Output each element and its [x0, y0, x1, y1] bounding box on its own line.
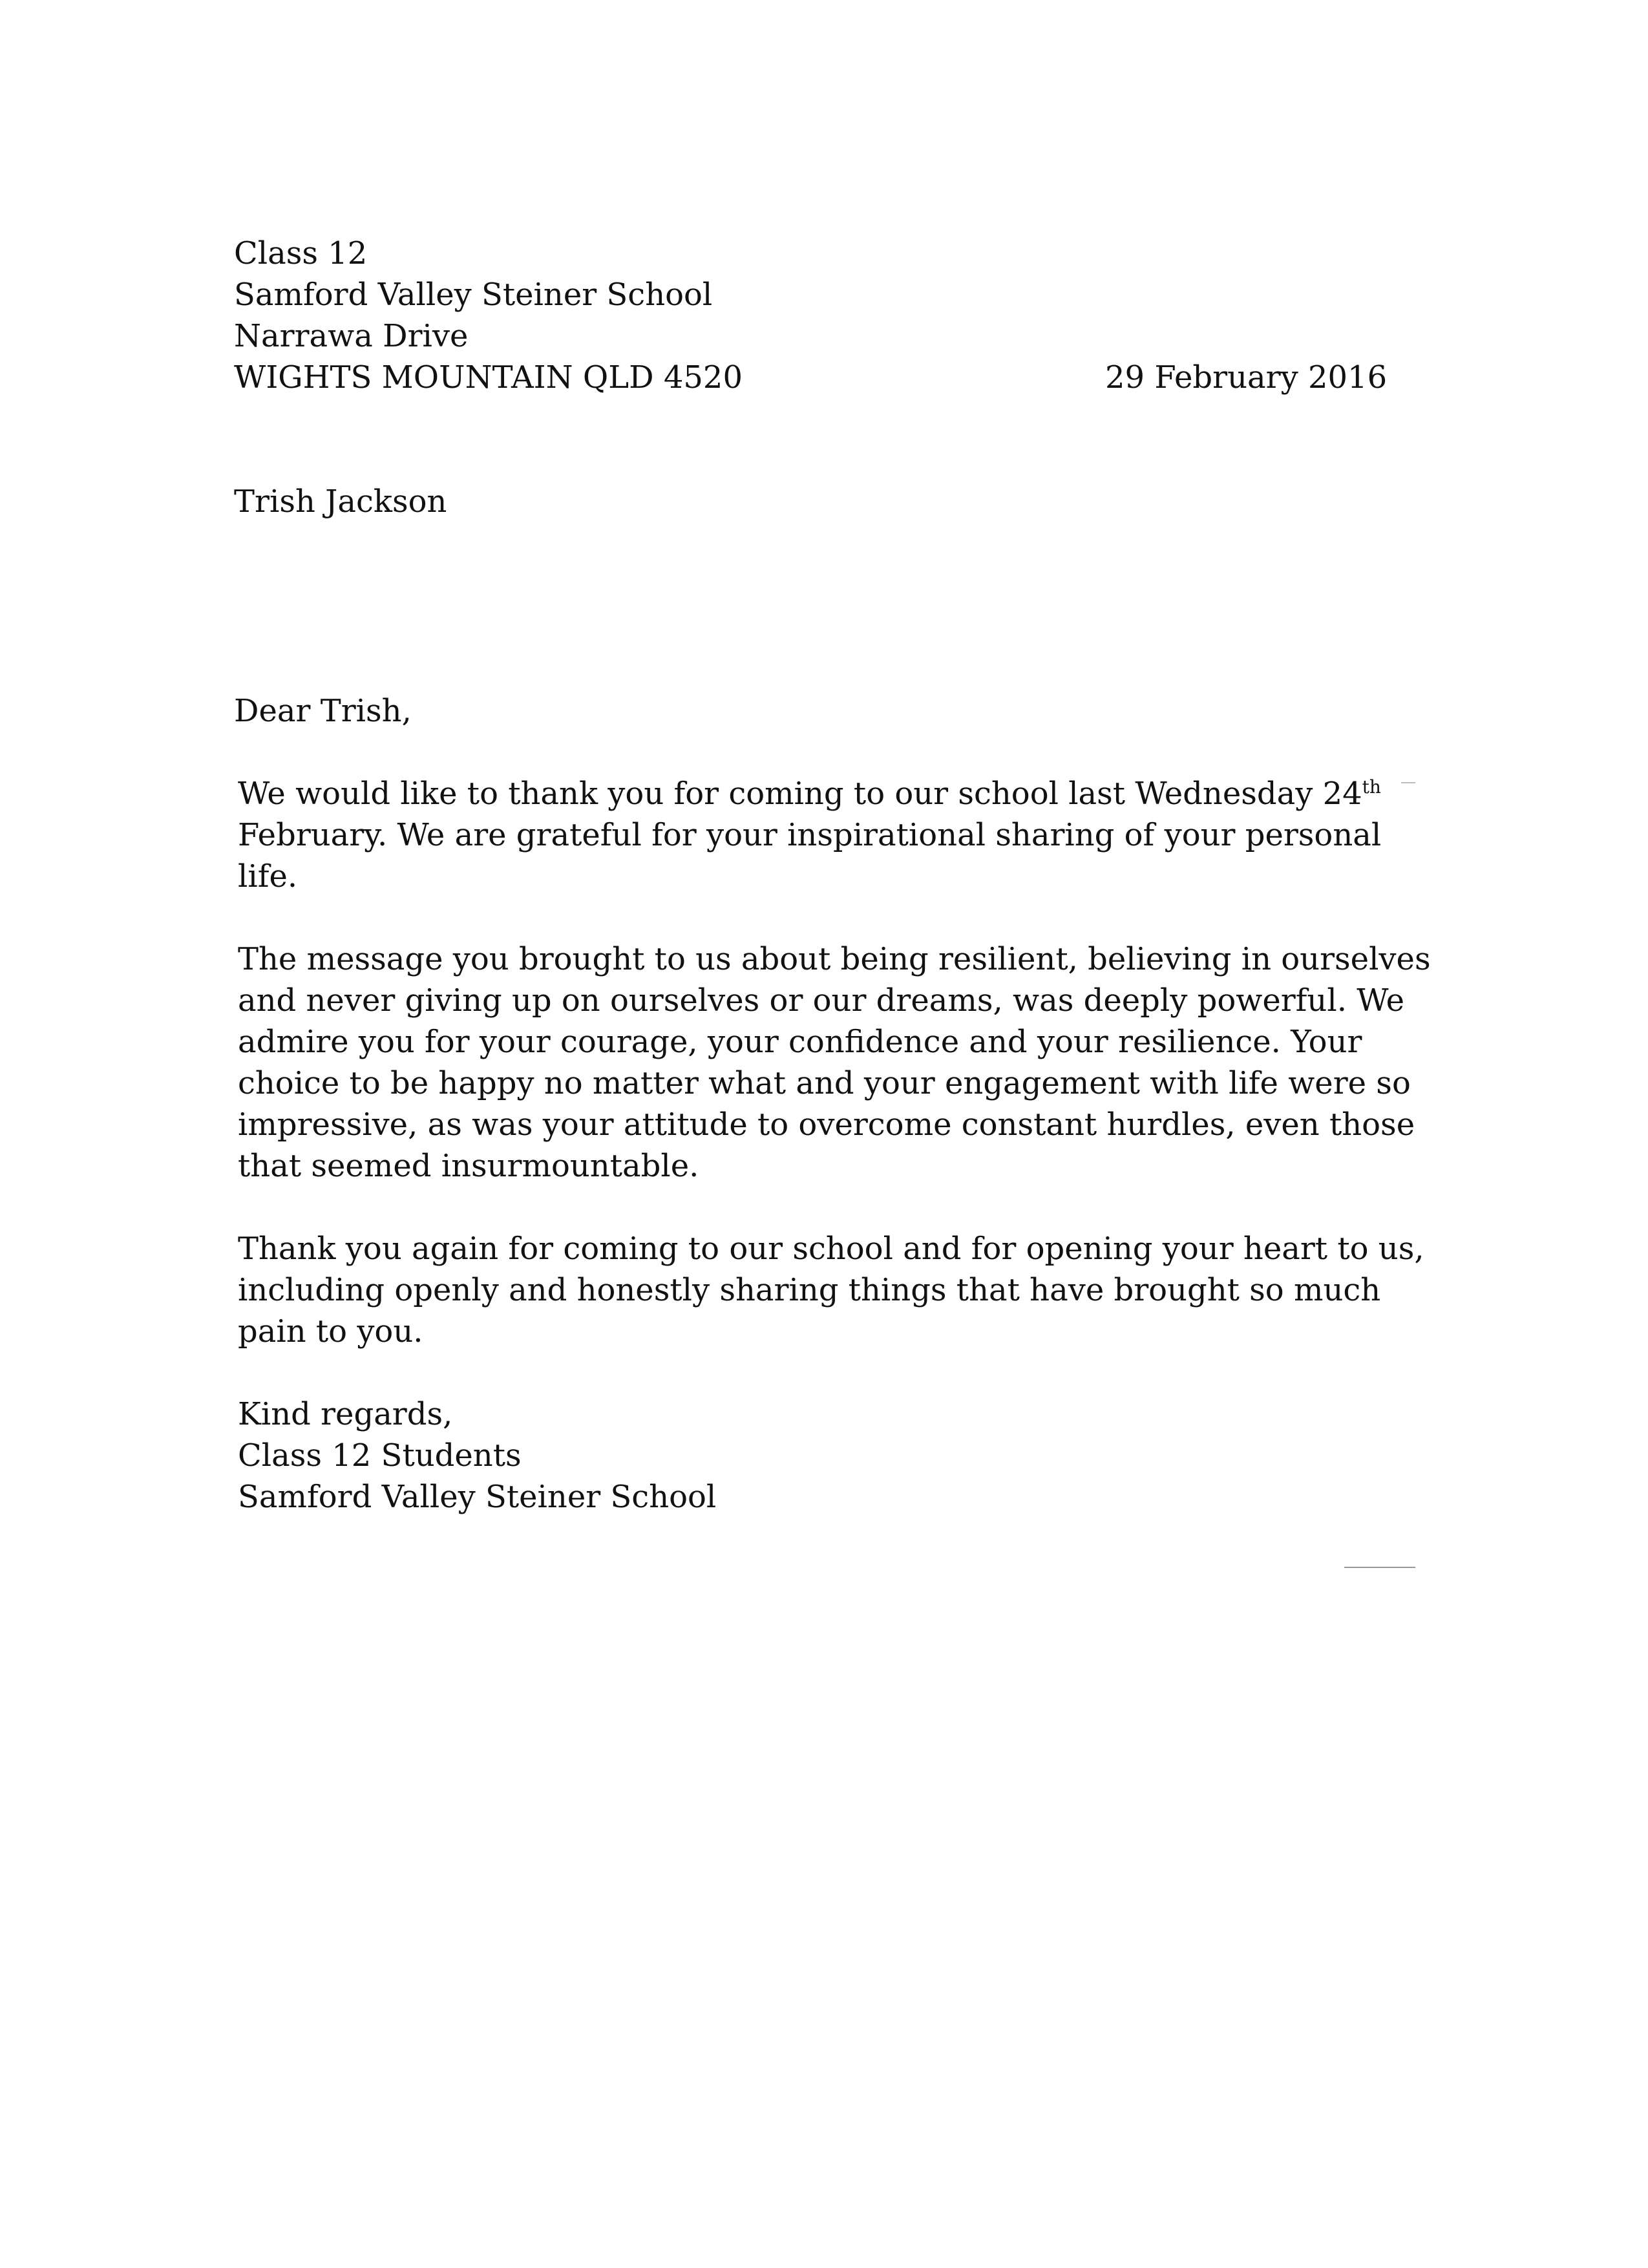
sender-address	[234, 233, 743, 398]
paragraph-line: including openly and honestly sharing things that have brought so much	[238, 1272, 1381, 1308]
closing-line: Samford Valley Steiner School	[238, 1479, 717, 1515]
body-paragraph-2	[238, 938, 1431, 1187]
paragraph-line: impressive, as was your attitude to overcome constant hurdles, even those	[238, 1107, 1415, 1143]
sender-line: Samford Valley Steiner School	[234, 277, 713, 313]
sender-line: Class 12	[234, 235, 368, 271]
sender-line: WIGHTS MOUNTAIN QLD 4520	[234, 359, 743, 396]
paragraph-line: that seemed insurmountable.	[238, 1148, 699, 1184]
paragraph-line: February. We are grateful for your inspirational sharing of your personal	[238, 817, 1382, 853]
closing-line: Class 12 Students	[238, 1437, 522, 1474]
ordinal-suffix: th	[1362, 776, 1381, 798]
paragraph-line: Thank you again for coming to our school and for opening your heart to us,	[238, 1231, 1424, 1267]
closing-signoff	[238, 1394, 716, 1518]
scan-speck	[1344, 1567, 1415, 1568]
paragraph-line: life.	[238, 858, 298, 895]
paragraph-line: and never giving up on ourselves or our dreams, was deeply powerful. We	[238, 982, 1405, 1019]
paragraph-text: We would like to thank you for coming to our school last Wednesday 24	[238, 776, 1362, 812]
body-paragraph-1	[238, 773, 1381, 897]
recipient-name: Trish Jackson	[234, 483, 447, 520]
paragraph-line	[238, 773, 1381, 814]
paragraph-line: admire you for your courage, your confidence and your resilience. Your	[238, 1024, 1362, 1060]
paragraph-line: The message you brought to us about being resilient, believing in ourselves	[238, 941, 1431, 977]
closing-line: Kind regards,	[238, 1396, 453, 1432]
paragraph-line: pain to you.	[238, 1313, 423, 1350]
body-paragraph-3	[238, 1228, 1424, 1352]
scan-speck	[1401, 782, 1415, 783]
salutation: Dear Trish,	[234, 693, 412, 729]
paragraph-line: choice to be happy no matter what and your engagement with life were so	[238, 1065, 1411, 1101]
sender-line: Narrawa Drive	[234, 318, 469, 354]
letter-date: 29 February 2016	[1105, 359, 1388, 396]
